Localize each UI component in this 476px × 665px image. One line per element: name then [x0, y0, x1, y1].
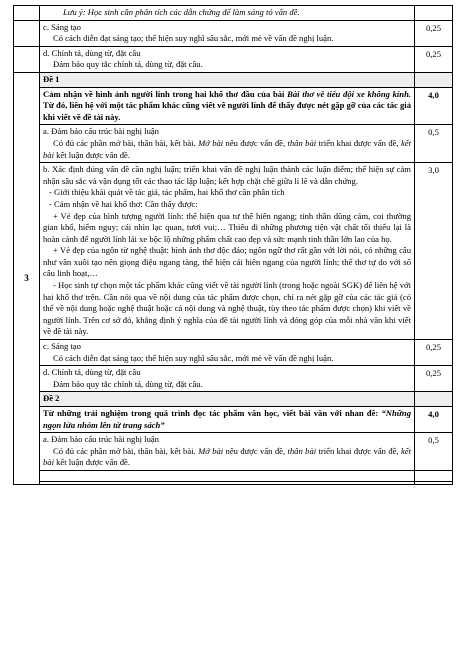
grading-table [13, 5, 453, 485]
table-row: d. Chính tả, dùng từ, đặt câu Đảm bảo quy tắc chính tả, dùng từ, đặt câu. 0,25 [14, 46, 453, 72]
de-1-question: Cảm nhận về hình ảnh người lính trong hai khổ thơ đầu của bài Bài thơ về tiểu đội xe không kính. Từ đó, liên hệ với một tác phẩm khác cũng viết về người lính để thấy được nét gặp gỡ của các tác giả khi viết về đề tài này. [40, 87, 415, 125]
table-row: d. Chính tả, dùng từ, đặt câu Đảm bảo quy tắc chính tả, dùng từ, đặt câu. 0,25 [14, 366, 453, 392]
table-row: b. Xác định đúng vấn đề cần nghị luận; triển khai vấn đề nghị luận thành các luận điểm; thể hiện sự cảm nhận sâu sắc và vận dụng tốt các thao tác lập luận; kết hợp chặt chẽ giữa lí lẽ và dẫn chứng. - Giới thiệu khái quát về tác giả, tác phẩm, hai khổ thơ cần phân tích - Cảm nhận về hai khổ thơ: Cần thấy được: + Vẻ đẹp của hình tượng người lính: thể hiện qua tư thế hiên ngang; tinh thần dũng cảm, coi thường gian khổ, hiểm nguy; cái nhìn lạc quan, tươi vui;… Thiếu đi những phương tiện vật chất tối thiểu lại là hoàn cảnh để người lính lái xe bộc lộ những phẩm chất cao đẹp và sức mạnh tinh thần lớn lao của họ. + Vẻ đẹp của ngôn từ nghệ thuật: hình ảnh thơ độc đáo; ngôn ngữ thơ rất gần với lời nói, có những câu như văn xuôi tạo nên giọng điệu ngang tàng, thể hiện cái hiên ngang của người lính; thể thơ tự do với số câu linh hoạt,… - Học sinh tự chọn một tác phẩm khác cũng viết về tài người lính (trong hoặc ngoài SGK) để liên hệ với hai khổ thơ trên. Cần nói qua về nội dung của tác phẩm được chọn, chỉ ra nét gặp gỡ của các tác giả (có thể về nội dung hoặc nghệ thuật hoặc cả nội dung và nghệ thuật, tùy theo tác phẩm được chọn) khi viết về người lính. Trên cơ sở đó, khẳng định ý nghĩa của đề tài người lính và đóng góp của mỗi nhà văn khi viết về đề tài này. 3,0 [14, 163, 453, 340]
question-number: 3 [14, 72, 40, 484]
note-cell: Lưu ý: Học sinh cần phân tích các dẫn chứng để làm sáng tỏ vấn đề. [40, 6, 415, 21]
de-2-question: Từ những trải nghiệm trong quá trình đọc tác phẩm văn học, viết bài văn với nhan đề: “Những ngọn lửa nhóm lên từ trang sách” [40, 407, 415, 433]
table-row: a. Đảm bảo cấu trúc bài nghị luận Có đủ các phần mở bài, thân bài, kết bài. Mở bài nêu được vấn đề, thân bài triển khai được vấn đề, kết bài kết luận được vấn đề. 0,5 [14, 433, 453, 471]
table-row [14, 392, 453, 407]
table-row [14, 481, 453, 484]
table-row [14, 72, 453, 87]
de-1-heading: Đề 1 [40, 72, 415, 87]
table-row [14, 470, 453, 481]
table-row: c. Sáng tạo Có cách diễn đạt sáng tạo; thể hiện suy nghĩ sâu sắc, mới mẻ về vấn đề nghị luận. 0,25 [14, 20, 453, 46]
de-2-heading: Đề 2 [40, 392, 415, 407]
table-row [14, 6, 453, 21]
table-row: a. Đảm bảo cấu trúc bài nghị luận Có đủ các phần mở bài, thân bài, kết bài. Mở bài nêu được vấn đề, thân bài triển khai được vấn đề, kết bài kết luận được vấn đề. 0,5 [14, 125, 453, 163]
table-row: Từ những trải nghiệm trong quá trình đọc tác phẩm văn học, viết bài văn với nhan đề: “Những ngọn lửa nhóm lên từ trang sách” 4,0 [14, 407, 453, 433]
table-row: c. Sáng tạo Có cách diễn đạt sáng tạo; thể hiện suy nghĩ sâu sắc, mới mẻ về vấn đề nghị luận. 0,25 [14, 340, 453, 366]
table-row: Cảm nhận về hình ảnh người lính trong hai khổ thơ đầu của bài Bài thơ về tiểu đội xe không kính. Từ đó, liên hệ với một tác phẩm khác cũng viết về người lính để thấy được nét gặp gỡ của các tác giả khi viết về đề tài này. 4,0 [14, 87, 453, 125]
